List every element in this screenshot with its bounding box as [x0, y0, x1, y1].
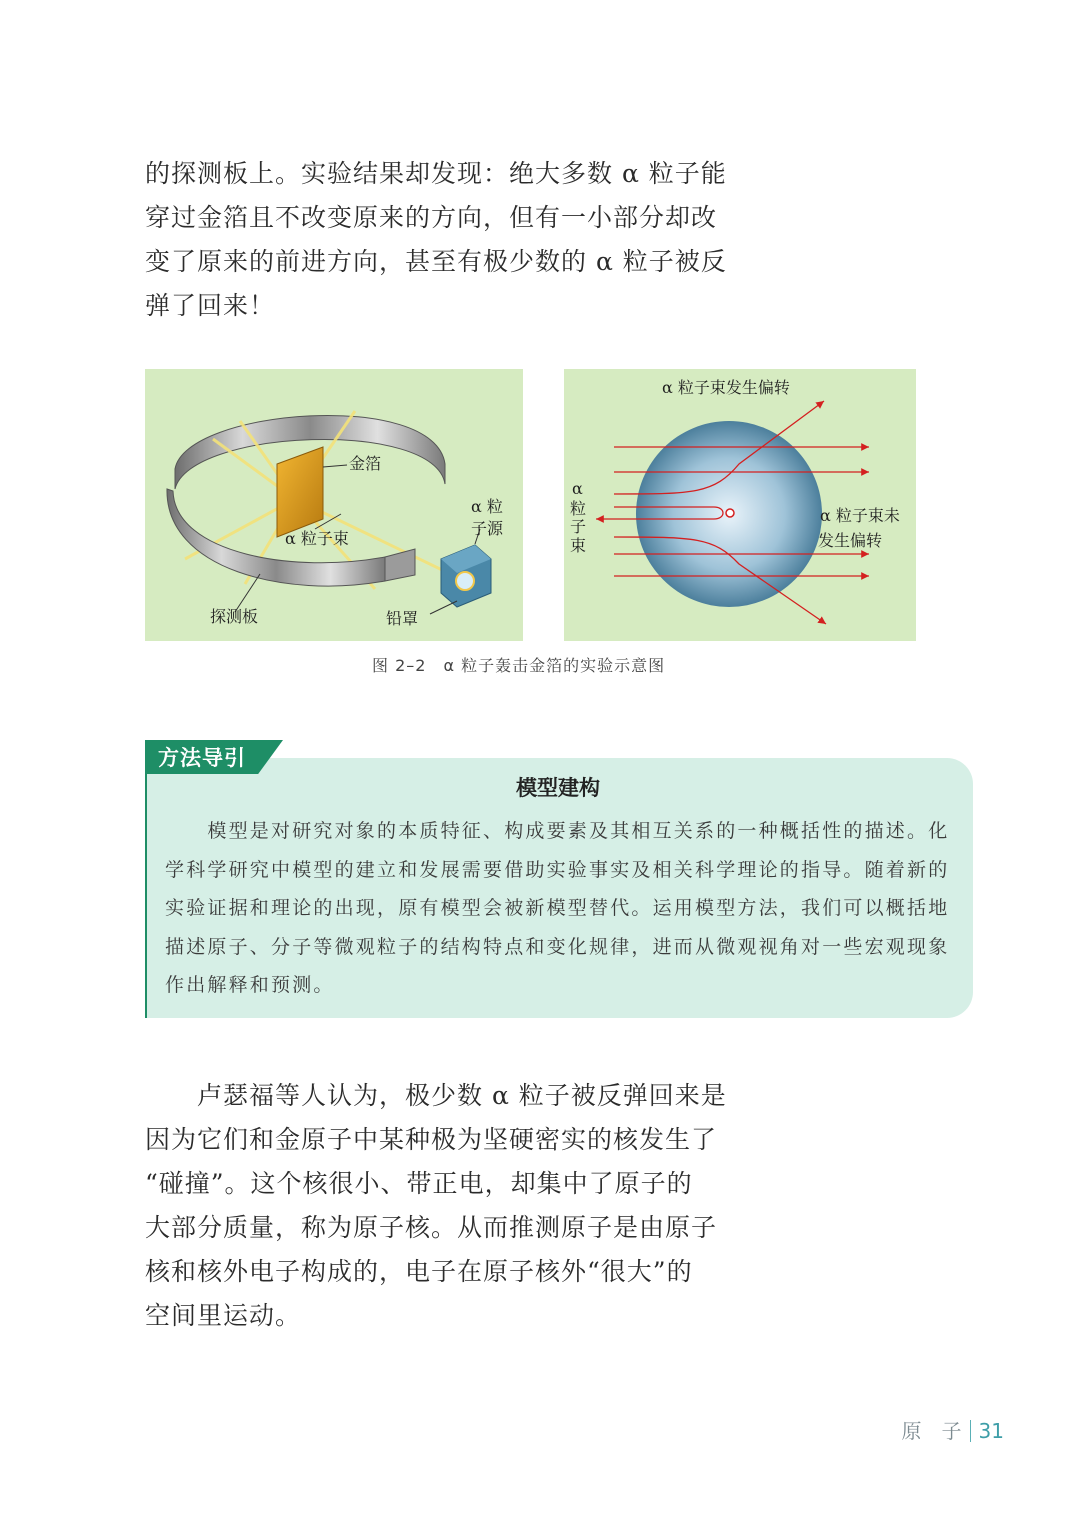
- detector-ring-front: [167, 489, 385, 586]
- label-gold-foil: 金箔: [349, 454, 382, 473]
- text-line: 学科学研究中模型的建立和发展需要借助实验事实及相关科学理论的指导。随着新的: [165, 858, 950, 881]
- atom-deflection-illustration: [564, 369, 916, 641]
- text-line: 空间里运动。: [145, 1301, 302, 1330]
- label-detector: 探测板: [210, 607, 259, 626]
- body-paragraph-2: [145, 1074, 727, 1338]
- method-guide-tab-label: 方法导引: [158, 746, 246, 770]
- text-line: 穿过金箔且不改变原来的方向，但有一小部分却改: [145, 203, 718, 232]
- lead-shield: [441, 545, 491, 607]
- page-footer: [902, 1415, 1004, 1444]
- label-alpha-source: α 粒: [471, 497, 503, 516]
- label-alpha-beam-vertical: 粒: [570, 499, 587, 518]
- footer-divider: [970, 1420, 971, 1442]
- text-line: 核和核外电子构成的，电子在原子核外“很大”的: [145, 1257, 693, 1286]
- text-line: 作出解释和预测。: [165, 974, 335, 996]
- text-line: 弹了回来！: [145, 291, 276, 320]
- text-line: 卢瑟福等人认为，极少数 α 粒子被反弹回来是: [145, 1081, 727, 1110]
- method-guide-title: 模型建构: [516, 776, 600, 800]
- text-line: 大部分质量，称为原子核。从而推测原子是由原子: [145, 1213, 718, 1242]
- chapter-name: 原 子: [901, 1419, 962, 1443]
- experiment-setup-illustration: [145, 369, 523, 641]
- text-line: 模型是对研究对象的本质特征、构成要素及其相互关系的一种概括性的描述。化: [165, 820, 950, 842]
- label-undeflected: α 粒子束未: [820, 506, 900, 525]
- label-lead-shield: 铅罩: [386, 609, 419, 628]
- text-line: 描述原子、分子等微观粒子的结构特点和变化规律，进而从微观视角对一些宏观现象: [165, 935, 950, 958]
- text-line: 实验证据和理论的出现，原有模型会被新模型替代。运用模型方法，我们可以概括地: [165, 897, 950, 919]
- figure-caption: 图 2–2 α 粒子轰击金箔的实验示意图: [372, 656, 666, 675]
- label-alpha-source: 子源: [471, 519, 504, 538]
- label-deflected: α 粒子束发生偏转: [662, 378, 790, 397]
- method-guide-body: [165, 812, 955, 1005]
- page-number: 31: [978, 1419, 1004, 1443]
- label-alpha-beam: α 粒子束: [285, 529, 349, 548]
- text-line: 因为它们和金原子中某种极为坚硬密实的核发生了: [145, 1125, 718, 1154]
- label-alpha-beam-vertical: 子: [570, 517, 587, 536]
- nucleus: [726, 509, 734, 517]
- label-alpha-beam-vertical: 束: [570, 536, 587, 555]
- text-line: 的探测板上。实验结果却发现：绝大多数 α 粒子能: [145, 159, 727, 188]
- label-undeflected: 发生偏转: [818, 531, 883, 550]
- body-paragraph-1: [145, 152, 727, 328]
- label-alpha-beam-vertical: α: [572, 479, 583, 498]
- text-line: 变了原来的前进方向，甚至有极少数的 α 粒子被反: [145, 247, 727, 276]
- text-line: “碰撞”。这个核很小、带正电，却集中了原子的: [145, 1169, 693, 1198]
